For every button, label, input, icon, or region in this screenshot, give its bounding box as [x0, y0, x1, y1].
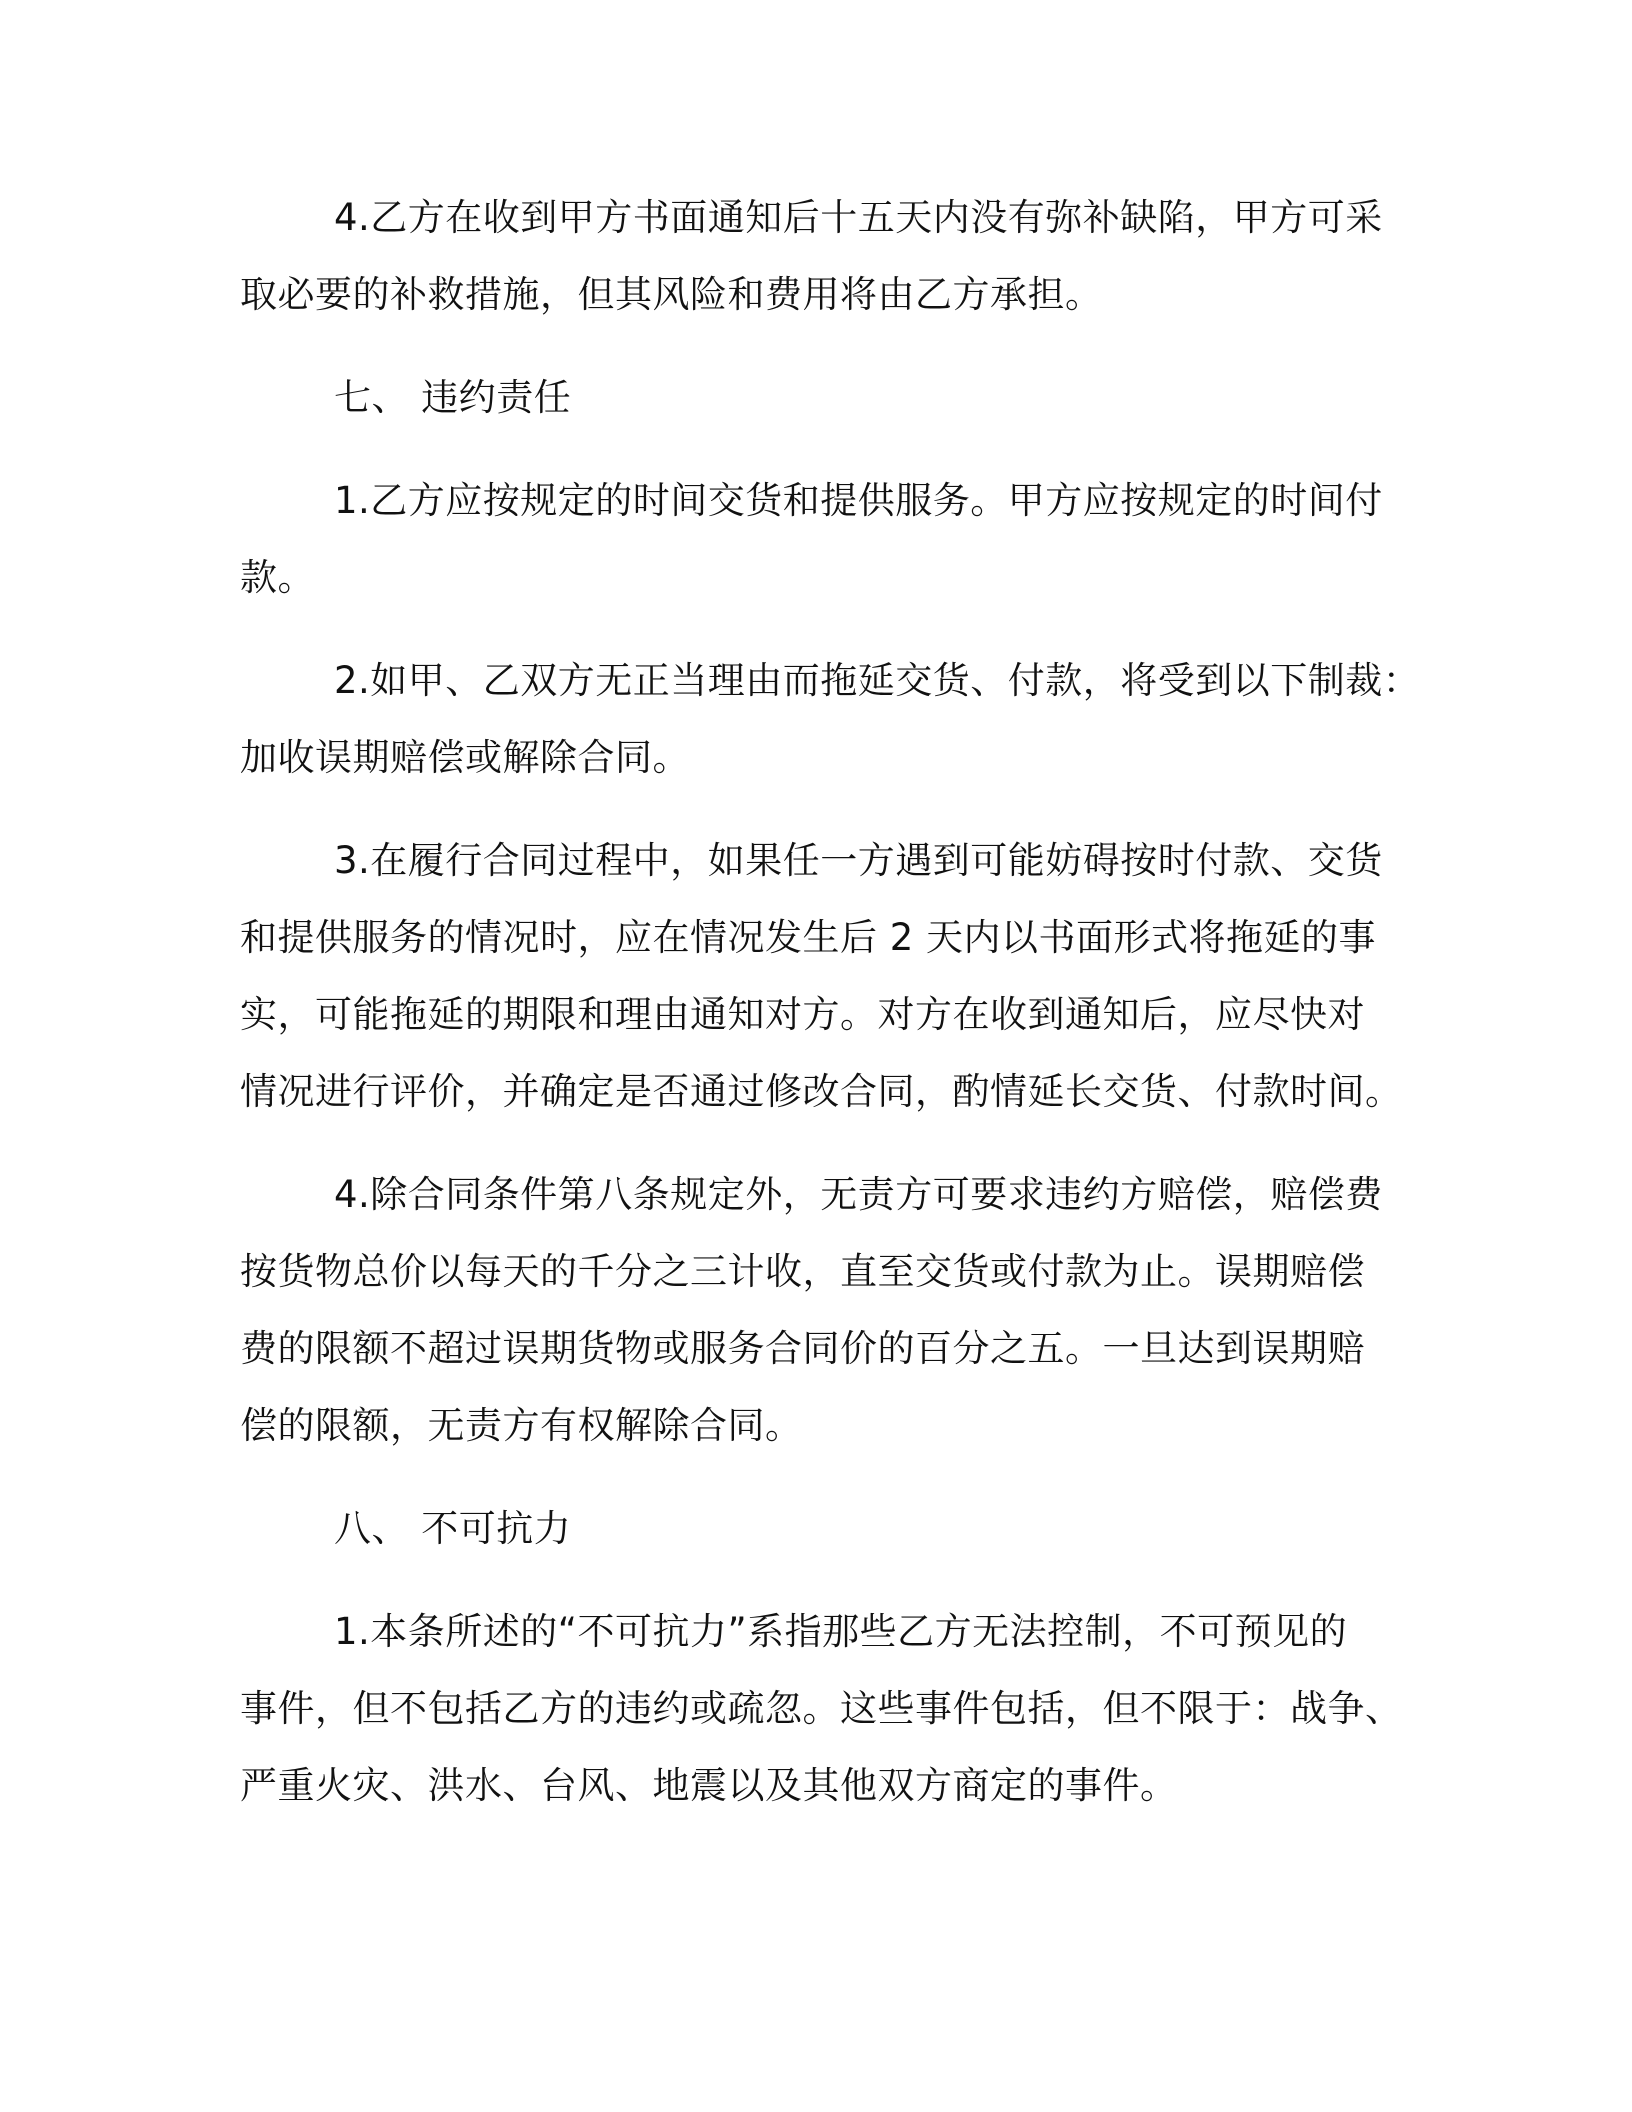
text-line: 费的限额不超过误期货物或服务合同价的百分之五。一旦达到误期赔 [240, 1327, 1365, 1370]
text-line: 实，可能拖延的期限和理由通知对方。对方在收到通知后，应尽快对 [240, 993, 1365, 1036]
text-line: 和提供服务的情况时，应在情况发生后 2 天内以书面形式将拖延的事 [240, 916, 1377, 959]
text-line: 4.除合同条件第八条规定外，无责方可要求违约方赔偿，赔偿费 [334, 1173, 1383, 1216]
clause-7-2 [240, 642, 1421, 796]
clause-6-4 [240, 179, 1383, 333]
text-line: 事件，但不包括乙方的违约或疏忽。这些事件包括，但不限于：战争、 [240, 1687, 1403, 1730]
text-line: 1.乙方应按规定的时间交货和提供服务。甲方应按规定的时间付 [334, 479, 1383, 522]
clause-7-1 [240, 462, 1383, 616]
text-line: 按货物总价以每天的千分之三计收，直至交货或付款为止。误期赔偿 [240, 1250, 1365, 1293]
section-heading-7 [240, 359, 1380, 436]
text-line: 加收误期赔偿或解除合同。 [240, 736, 690, 779]
text-line: 取必要的补救措施，但其风险和费用将由乙方承担。 [240, 273, 1103, 316]
text-line: 情况进行评价，并确定是否通过修改合同，酌情延长交货、付款时间。 [240, 1070, 1403, 1113]
text-line: 偿的限额，无责方有权解除合同。 [240, 1404, 803, 1447]
clause-7-4 [240, 1156, 1383, 1464]
document-page [240, 179, 1421, 1850]
clause-7-3 [240, 822, 1403, 1130]
heading-text: 八、 不可抗力 [334, 1507, 572, 1550]
clause-8-1 [240, 1593, 1403, 1824]
text-line: 2.如甲、乙双方无正当理由而拖延交货、付款，将受到以下制裁： [334, 659, 1421, 702]
section-heading-8 [240, 1490, 1380, 1567]
text-line: 款。 [240, 556, 315, 599]
text-line: 严重火灾、洪水、台风、地震以及其他双方商定的事件。 [240, 1764, 1178, 1807]
text-line: 3.在履行合同过程中，如果任一方遇到可能妨碍按时付款、交货 [334, 839, 1383, 882]
text-line: 4.乙方在收到甲方书面通知后十五天内没有弥补缺陷，甲方可采 [334, 196, 1383, 239]
heading-text: 七、 违约责任 [334, 376, 572, 419]
text-line: 1.本条所述的“不可抗力”系指那些乙方无法控制，不可预见的 [334, 1610, 1348, 1653]
